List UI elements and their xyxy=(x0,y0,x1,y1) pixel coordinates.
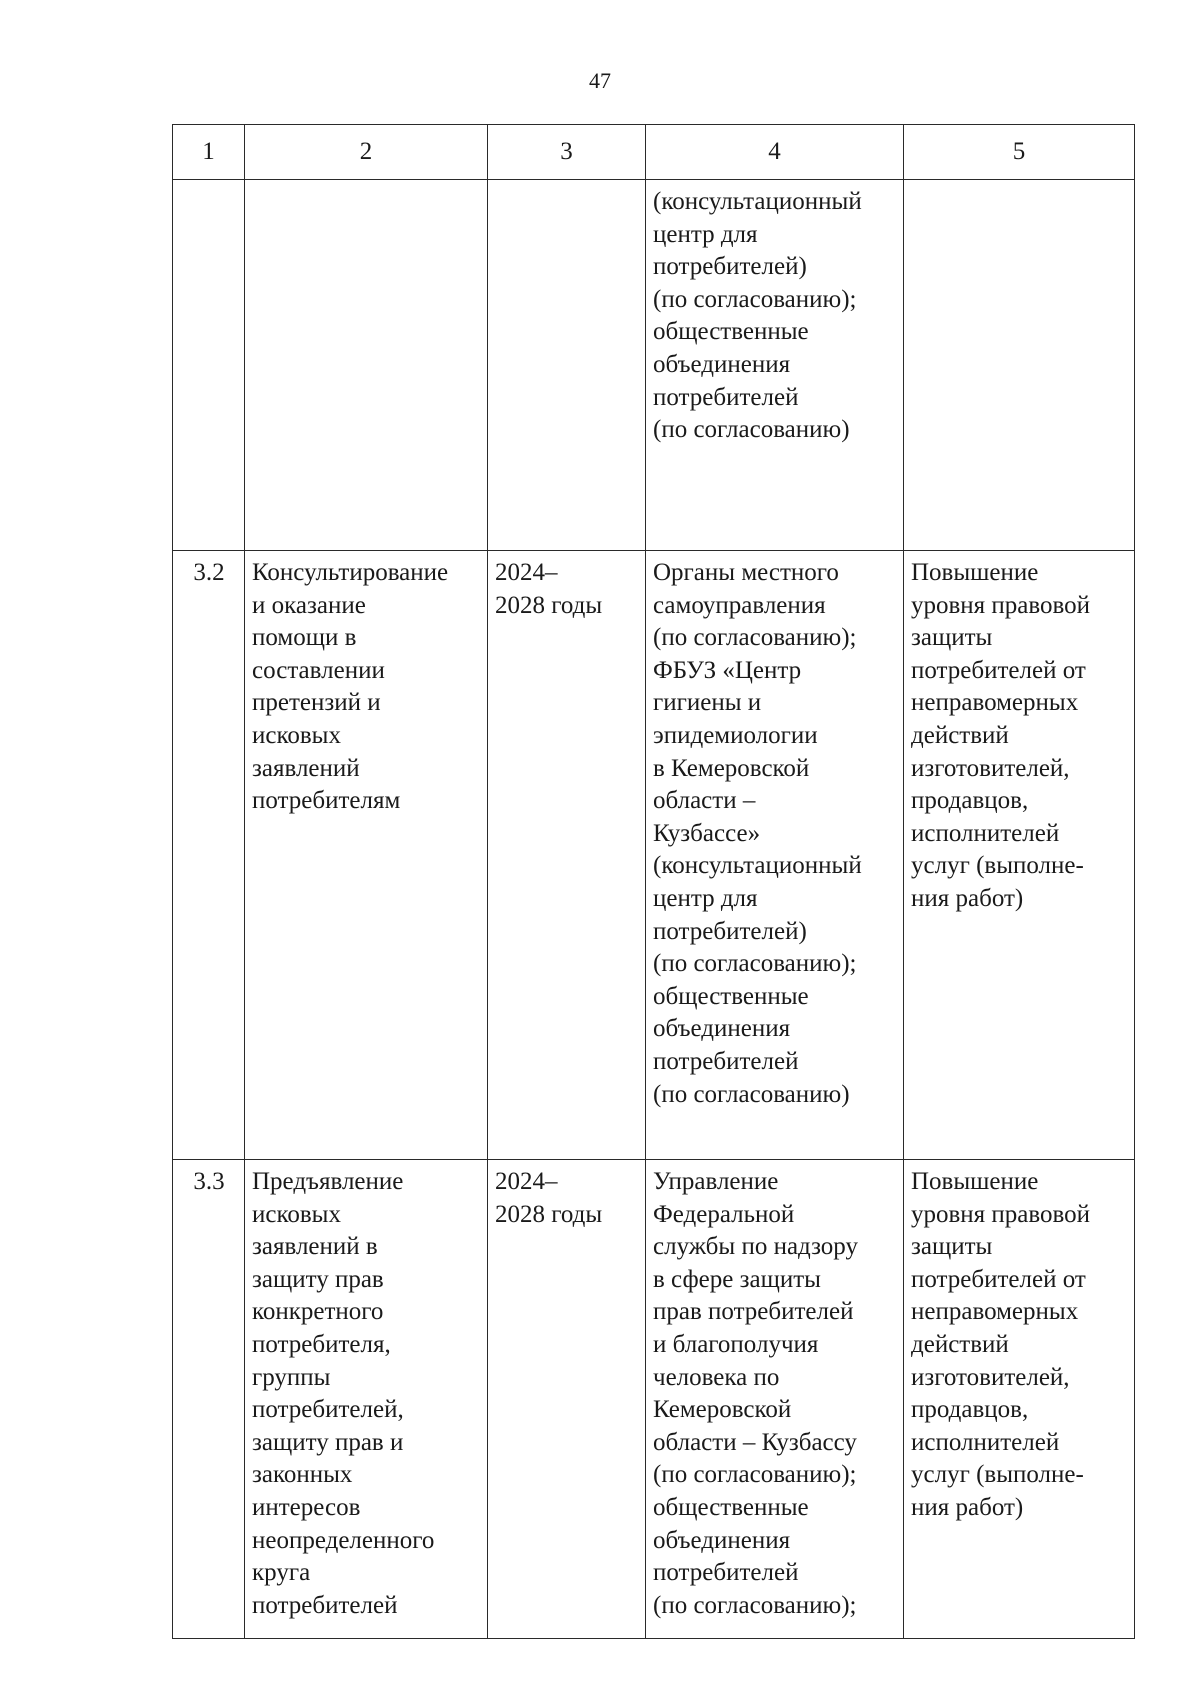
item-number-cell: 3.3 xyxy=(173,1160,245,1639)
table-header-row xyxy=(173,125,1135,180)
executor-cell: Управление Федеральной службы по надзору в сфере защиты прав потребителей и благополучия человека по Кемеровской области – Кузбассу (по согласованию); общественные объединения потребителей (по согласованию); xyxy=(646,1160,904,1639)
period-cell: 2024– 2028 годы xyxy=(488,1160,646,1639)
result-cell xyxy=(904,180,1135,551)
header-cell-3: 3 xyxy=(488,125,646,180)
executor-cell: Органы местного самоуправления (по согласованию); ФБУЗ «Центр гигиены и эпидемиологии в Кемеровской области – Кузбассе» (консультационный центр для потребителей) (по согласованию); общественные объединения потребителей (по согласованию) xyxy=(646,551,904,1160)
activity-cell xyxy=(245,180,488,551)
header-cell-2: 2 xyxy=(245,125,488,180)
item-number-cell: 3.2 xyxy=(173,551,245,1160)
page-number: 47 xyxy=(589,68,611,93)
header-cell-4: 4 xyxy=(646,125,904,180)
activity-cell: Предъявление исковых заявлений в защиту прав конкретного потребителя, группы потребителей, защиту прав и законных интересов неопределенного круга потребителей xyxy=(245,1160,488,1639)
measures-table xyxy=(172,124,1135,1639)
period-cell xyxy=(488,180,646,551)
table-row xyxy=(173,551,1135,1160)
executor-cell: (консультационный центр для потребителей) (по согласованию); общественные объединения потребителей (по согласованию) xyxy=(646,180,904,551)
activity-cell: Консультирование и оказание помощи в составлении претензий и исковых заявлений потребителям xyxy=(245,551,488,1160)
result-cell: Повышение уровня правовой защиты потребителей от неправомерных действий изготовителей, продавцов, исполнителей услуг (выполне- ния работ) xyxy=(904,551,1135,1160)
table-row xyxy=(173,1160,1135,1639)
result-cell: Повышение уровня правовой защиты потребителей от неправомерных действий изготовителей, продавцов, исполнителей услуг (выполне- ния работ) xyxy=(904,1160,1135,1639)
header-cell-5: 5 xyxy=(904,125,1135,180)
header-cell-1: 1 xyxy=(173,125,245,180)
table-row xyxy=(173,180,1135,551)
item-number-cell xyxy=(173,180,245,551)
period-cell: 2024– 2028 годы xyxy=(488,551,646,1160)
